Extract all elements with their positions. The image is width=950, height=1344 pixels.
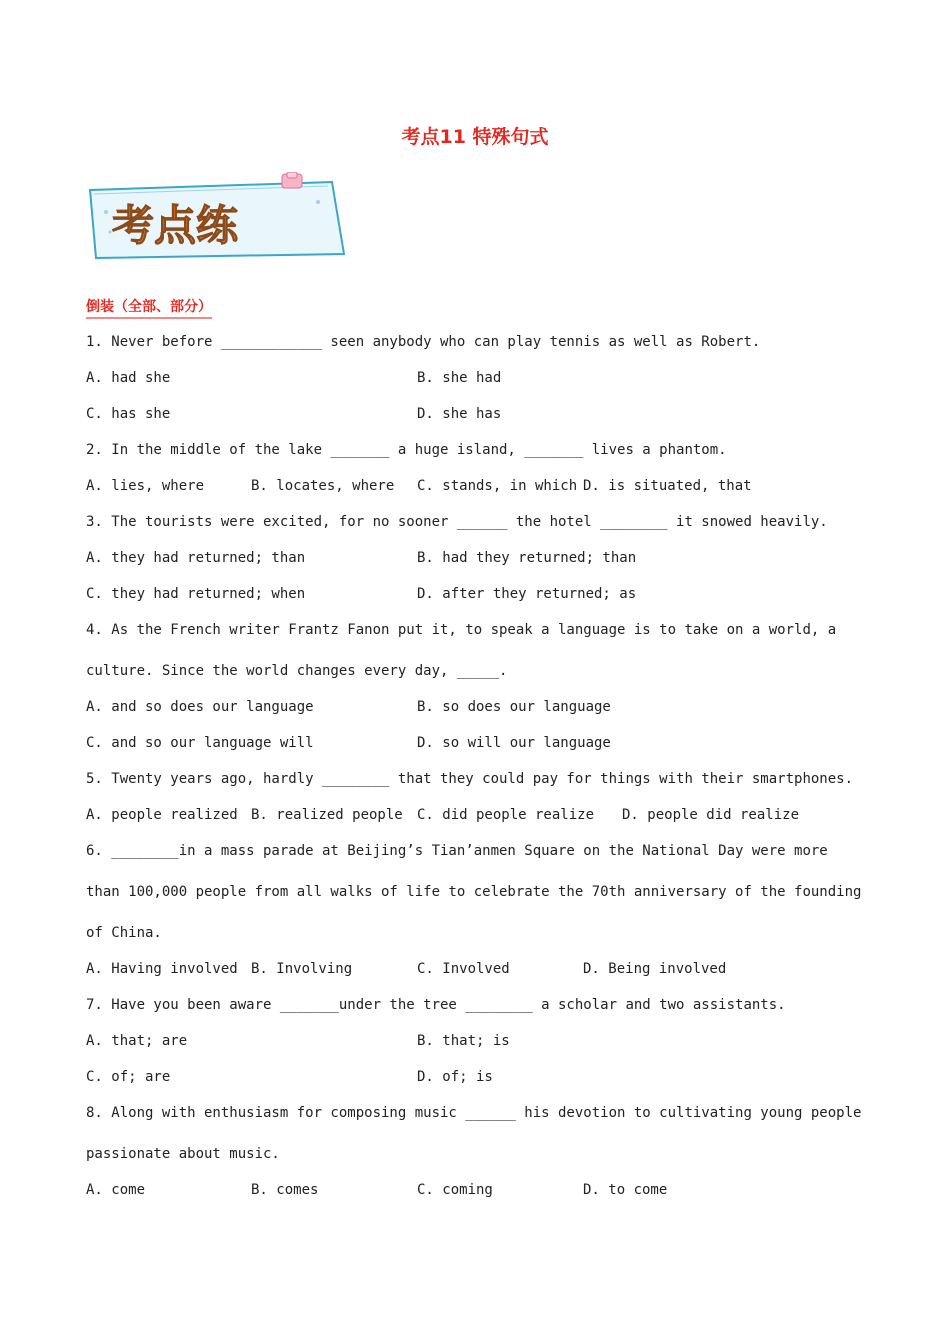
q3-option-c: C. they had returned; when [86,586,306,602]
question-2-stem: 2. In the middle of the lake _______ a huge island, _______ lives a phantom. [86,442,727,458]
q1-option-a: A. had she [86,370,171,386]
question-6-stem-line1: 6. ________in a mass parade at Beijing’s Tian’anmen Square on the National Day were more [86,843,828,859]
banner-label: 考点练 [112,201,239,250]
q6-option-b: B. Involving [251,961,353,977]
q6-option-a: A. Having involved [86,961,238,977]
q4-option-d: D. so will our language [417,735,611,751]
q7-option-b: B. that; is [417,1033,510,1049]
q8-option-b: B. comes [251,1182,319,1198]
question-7-stem: 7. Have you been aware _______under the tree ________ a scholar and two assistants. [86,997,786,1013]
q3-option-a: A. they had returned; than [86,550,306,566]
q7-option-c: C. of; are [86,1069,171,1085]
q2-option-a: A. lies, where [86,478,205,494]
question-8-stem-line1: 8. Along with enthusiasm for composing music ______ his devotion to cultivating young people [86,1105,862,1121]
q4-option-c: C. and so our language will [86,735,314,751]
section-banner [86,172,348,264]
q4-option-a: A. and so does our language [86,699,314,715]
question-3-stem: 3. The tourists were excited, for no sooner ______ the hotel ________ it snowed heavily. [86,514,828,530]
q2-option-b: B. locates, where [251,478,395,494]
question-4-stem-line1: 4. As the French writer Frantz Fanon put it, to speak a language is to take on a world, a [86,622,837,638]
q5-option-b: B. realized people [251,807,403,823]
q6-option-d: D. Being involved [583,961,727,977]
q8-option-a: A. come [86,1182,146,1198]
q6-option-c: C. Involved [417,961,510,977]
q2-option-c: C. stands, in which [417,478,578,494]
q5-option-a: A. people realized [86,807,238,823]
q5-option-c: C. did people realize [417,807,595,823]
q7-option-d: D. of; is [417,1069,493,1085]
page-title: 考点11 特殊句式 [401,126,549,148]
q1-option-b: B. she had [417,370,502,386]
q4-option-b: B. so does our language [417,699,611,715]
question-1-stem: 1. Never before ____________ seen anybody who can play tennis as well as Robert. [86,334,761,350]
q1-option-c: C. has she [86,406,171,422]
question-8-stem-line2: passionate about music. [86,1146,280,1162]
question-4-stem-line2: culture. Since the world changes every day, _____. [86,663,508,679]
banner-card-icon [86,172,348,264]
q1-option-d: D. she has [417,406,502,422]
q2-option-d: D. is situated, that [583,478,752,494]
q8-option-c: C. coming [417,1182,493,1198]
question-6-stem-line2: than 100,000 people from all walks of life to celebrate the 70th anniversary of the founding [86,884,862,900]
question-6-stem-line3: of China. [86,925,162,941]
q3-option-d: D. after they returned; as [417,586,637,602]
section-heading: 倒装（全部、部分） [86,296,212,319]
q7-option-a: A. that; are [86,1033,188,1049]
q3-option-b: B. had they returned; than [417,550,637,566]
q8-option-d: D. to come [583,1182,668,1198]
q5-option-d: D. people did realize [622,807,800,823]
question-5-stem: 5. Twenty years ago, hardly ________ that they could pay for things with their smartphones. [86,771,854,787]
